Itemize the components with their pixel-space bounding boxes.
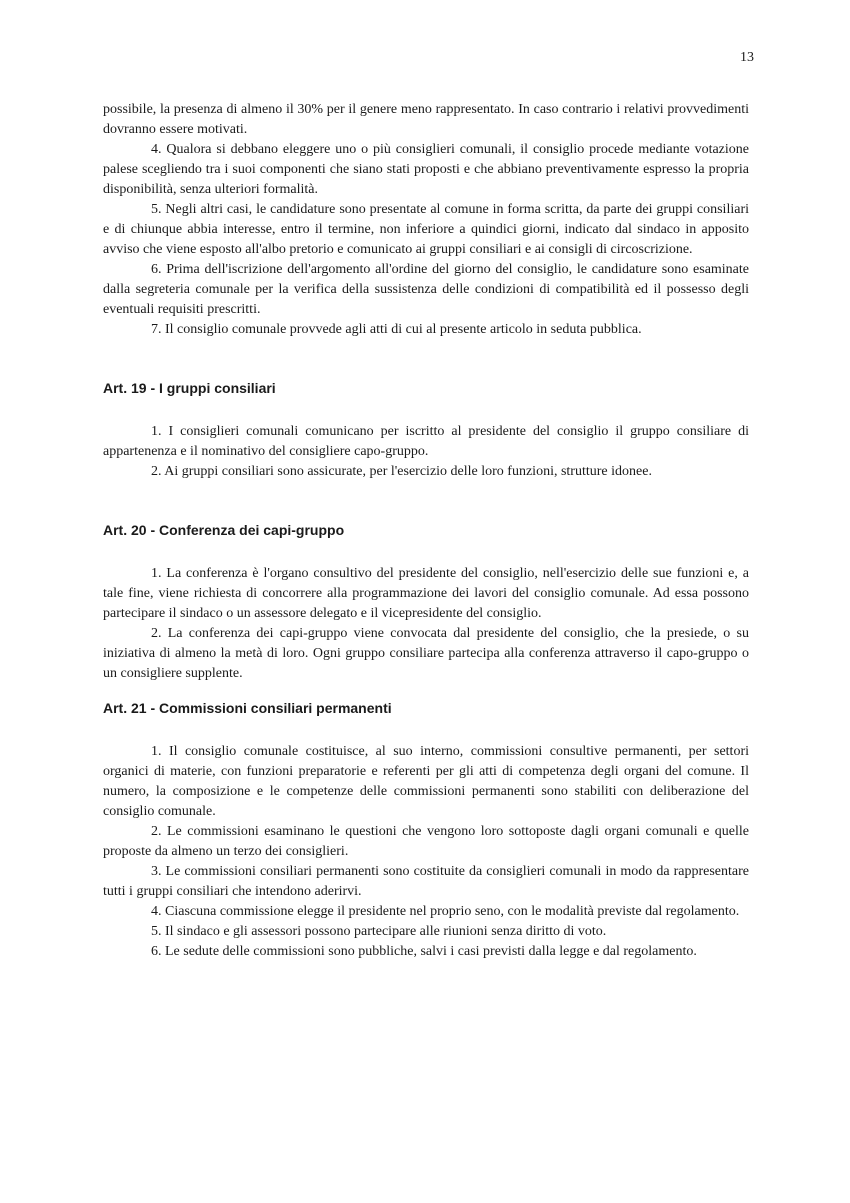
spacer [103, 340, 749, 378]
article-21-heading: Art. 21 - Commissioni consiliari permanenti [103, 700, 392, 716]
paragraph: 2. La conferenza dei capi-gruppo viene convocata dal presidente del consiglio, che la presiede, o su iniziativa di almeno la metà di loro. Ogni gruppo consiliare partecipa alla conferenza attraverso il capo-gruppo o un consigliere supplente. [103, 626, 749, 681]
article-20-heading: Art. 20 - Conferenza dei capi-gruppo [103, 522, 345, 538]
spacer [103, 482, 749, 520]
paragraph: 1. La conferenza è l'organo consultivo del presidente del consiglio, nell'esercizio delle sue funzioni e, a tale fine, viene richiesta di concorrere alla programmazione dei lavori del consiglio comunale. Ad essa possono partecipare il sindaco o un assessore delegato e il vicepresidente del consiglio. [103, 566, 749, 621]
spacer [103, 684, 749, 698]
paragraph: 6. Le sedute delle commissioni sono pubbliche, salvi i casi previsti dalla legge e dal regolamento. [151, 944, 697, 959]
article-19-heading: Art. 19 - I gruppi consiliari [103, 380, 276, 396]
spacer [103, 398, 749, 422]
spacer [103, 540, 749, 564]
paragraph: 6. Prima dell'iscrizione dell'argomento all'ordine del giorno del consiglio, le candidature sono esaminate dalla segreteria comunale per la verifica della sussistenza delle condizioni di compatibilità ed il possesso degli eventuali requisiti prescritti. [103, 262, 749, 317]
paragraph: 5. Negli altri casi, le candidature sono presentate al comune in forma scritta, da parte dei gruppi consiliari e di chiunque abbia interesse, entro il termine, non inferiore a quindici giorni, indicato dal sindaco in apposito avviso che viene esposto all'albo pretorio e comunicato ai gruppi consiliari e ai consigli di circoscrizione. [103, 202, 749, 257]
paragraph: 2. Le commissioni esaminano le questioni che vengono loro sottoposte dagli organi comunali e quelle proposte da almeno un terzo dei consiglieri. [103, 824, 749, 859]
paragraph: 1. I consiglieri comunali comunicano per iscritto al presidente del consiglio il gruppo consiliare di appartenenza e il nominativo del consigliere capo-gruppo. [103, 424, 749, 459]
paragraph: 2. Ai gruppi consiliari sono assicurate, per l'esercizio delle loro funzioni, strutture idonee. [151, 464, 652, 479]
paragraph: 3. Le commissioni consiliari permanenti sono costituite da consiglieri comunali in modo da rappresentare tutti i gruppi consiliari che intendono aderirvi. [103, 864, 749, 899]
paragraph: 4. Ciascuna commissione elegge il presidente nel proprio seno, con le modalità previste dal regolamento. [151, 904, 740, 919]
paragraph-continuation: possibile, la presenza di almeno il 30% per il genere meno rappresentato. In caso contrario i relativi provvedimenti dovranno essere motivati. [103, 102, 749, 137]
page-number: 13 [740, 50, 754, 65]
paragraph: 1. Il consiglio comunale costituisce, al suo interno, commissioni consultive permanenti, per settori organici di materie, con funzioni preparatorie e referenti per gli atti di competenza degli organi del comune. Il numero, la composizione e le competenze delle commissioni permanenti sono stabiliti con deliberazione del consiglio comunale. [103, 744, 749, 819]
paragraph: 7. Il consiglio comunale provvede agli atti di cui al presente articolo in seduta pubblica. [151, 322, 642, 337]
paragraph: 4. Qualora si debbano eleggere uno o più consiglieri comunali, il consiglio procede mediante votazione palese scegliendo tra i suoi componenti che siano stati proposti e che abbiano preventivamente espresso la propria disponibilità, senza ulteriori formalità. [103, 142, 749, 197]
document-body [103, 100, 749, 962]
paragraph: 5. Il sindaco e gli assessori possono partecipare alle riunioni senza diritto di voto. [151, 924, 607, 939]
spacer [103, 718, 749, 742]
